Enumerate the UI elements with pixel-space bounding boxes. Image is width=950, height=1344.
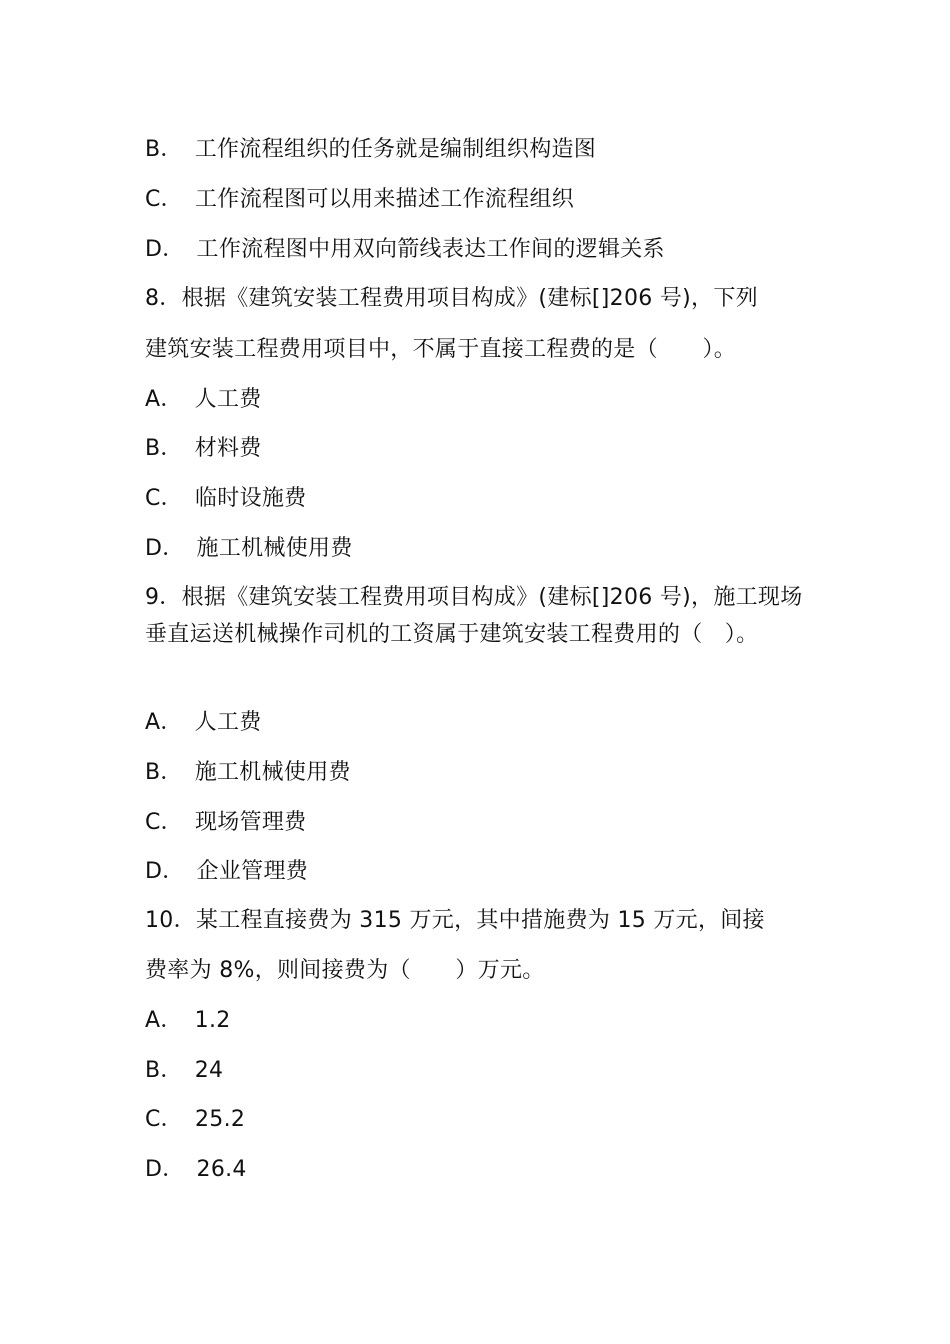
option-text: 临时设施费 — [194, 486, 307, 511]
option-text: 现场管理费 — [194, 810, 307, 835]
option-text: 1.2 — [194, 1008, 231, 1033]
q7-option-c — [145, 185, 815, 215]
option-label: B． — [145, 436, 183, 461]
option-label: C． — [145, 1107, 183, 1132]
q8-option-a — [145, 385, 815, 415]
option-text: 企业管理费 — [196, 859, 309, 884]
option-label: A． — [145, 387, 183, 412]
q10-option-b — [145, 1056, 815, 1086]
option-label: A． — [145, 710, 183, 735]
option-text: 工作流程图中用双向箭线表达工作间的逻辑关系 — [196, 237, 665, 262]
option-label: B． — [145, 1058, 183, 1083]
option-text: 人工费 — [194, 387, 262, 412]
option-text: 工作流程图可以用来描述工作流程组织 — [194, 187, 575, 212]
q10-stem-line1: 10．某工程直接费为 315 万元，其中措施费为 15 万元，间接 — [145, 908, 765, 933]
option-label: D． — [145, 237, 185, 262]
option-text: 24 — [194, 1058, 224, 1083]
q8-option-b — [145, 434, 815, 464]
option-text: 材料费 — [194, 436, 262, 461]
q10-option-a — [145, 1006, 815, 1036]
q8-stem-line1: 8．根据《建筑安装工程费用项目构成》(建标[]206 号)，下列 — [145, 286, 758, 311]
option-text: 施工机械使用费 — [194, 760, 351, 785]
q9-option-a — [145, 708, 815, 738]
option-text: 25.2 — [194, 1107, 246, 1132]
q9-option-d — [145, 857, 815, 887]
option-text: 施工机械使用费 — [196, 536, 353, 561]
q8-stem-line2: 建筑安装工程费用项目中，不属于直接工程费的是（ ）。 — [145, 337, 737, 362]
option-text: 26.4 — [196, 1157, 247, 1182]
option-label: C． — [145, 810, 183, 835]
q7-option-b — [145, 135, 815, 165]
q10-option-c — [145, 1105, 815, 1135]
q9-option-b — [145, 758, 815, 788]
option-label: D． — [145, 1157, 185, 1182]
option-label: A． — [145, 1008, 183, 1033]
q9-stem: 9．根据《建筑安装工程费用项目构成》(建标[]206 号)，施工现场垂直运送机械操作司机的工资属于建筑安装工程费用的（ ）。 — [145, 585, 803, 647]
option-text: 工作流程组织的任务就是编制组织构造图 — [194, 137, 597, 162]
q9-option-c — [145, 808, 815, 838]
option-label: D． — [145, 536, 185, 561]
option-label: D． — [145, 859, 185, 884]
option-label: C． — [145, 486, 183, 511]
option-label: B． — [145, 760, 183, 785]
q10-option-d — [145, 1155, 815, 1185]
q8-option-c — [145, 484, 815, 514]
option-label: C． — [145, 187, 183, 212]
option-text: 人工费 — [194, 710, 262, 735]
q7-option-d — [145, 235, 815, 265]
option-label: B． — [145, 137, 183, 162]
q8-option-d — [145, 534, 815, 564]
q10-stem-line2: 费率为 8%，则间接费为（ ）万元。 — [145, 958, 545, 983]
